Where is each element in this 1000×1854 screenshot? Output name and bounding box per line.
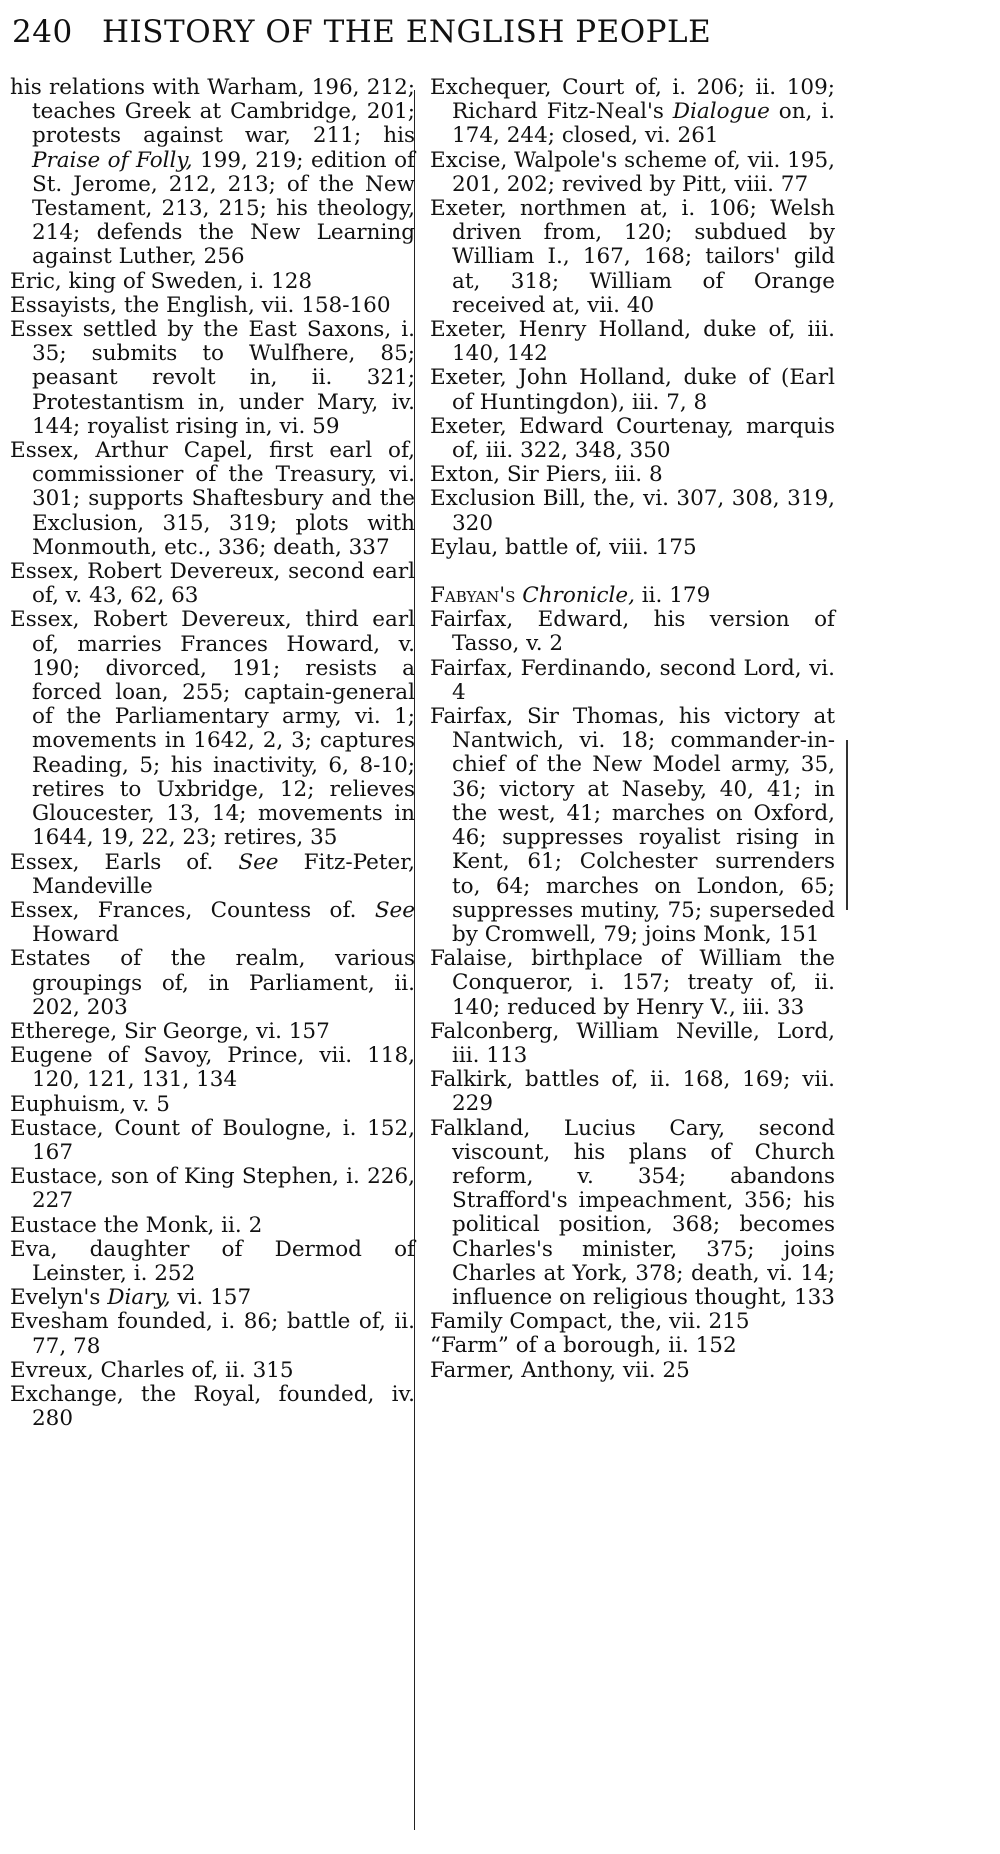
index-entry: Farmer, Anthony, vii. 25 xyxy=(430,1357,690,1383)
index-column-left xyxy=(10,76,415,1431)
margin-mark xyxy=(846,740,848,910)
running-header xyxy=(12,14,852,54)
index-entry: Excise, Walpole's scheme of, vii. 195, 201, 202; revived by Pitt, viii. 77 xyxy=(430,147,836,197)
page-number: 240 xyxy=(12,14,73,50)
index-entry: Falconberg, William Neville, Lord, iii. 113 xyxy=(430,1018,835,1068)
index-entry: Fabyan's Chronicle, ii. 179 xyxy=(430,583,711,609)
index-entry: Essex settled by the East Saxons, i. 35; submits to Wulfhere, 85; peasant revolt in, ii. 321; Protestantism in, under Mary, iv. 144; royalist rising in, vi. 59 xyxy=(10,317,415,439)
index-entry: Essex, Frances, Countess of. See Howard xyxy=(10,897,415,948)
index-entry: Etherege, Sir George, vi. 157 xyxy=(10,1018,330,1044)
index-entry: Eric, king of Sweden, i. 128 xyxy=(10,268,313,294)
index-entry: Evelyn's Diary, vi. 157 xyxy=(10,1285,252,1311)
index-column-right xyxy=(430,76,835,1383)
index-entry: Exchequer, Court of, i. 206; ii. 109; Richard Fitz-Neal's Dialogue on, i. 174, 244; closed, vi. 261 xyxy=(430,75,835,149)
index-entry: Euphuism, v. 5 xyxy=(10,1091,170,1117)
index-entry: Essex, Arthur Capel, first earl of, commissioner of the Treasury, vi. 301; supports Shaftesbury and the Exclusion, 315, 319; plots with Monmouth, etc., 336; death, 337 xyxy=(10,438,415,560)
index-entry: Family Compact, the, vii. 215 xyxy=(430,1309,750,1335)
index-entry: Exeter, John Holland, duke of (Earl of Huntingdon), iii. 7, 8 xyxy=(430,365,835,415)
index-entry: Eustace the Monk, ii. 2 xyxy=(10,1212,263,1238)
page-title: HISTORY OF THE ENGLISH PEOPLE xyxy=(102,14,712,50)
index-entry: Falkland, Lucius Cary, second viscount, his plans of Church reform, v. 354; abandons Strafford's impeachment, 356; his political position, 368; becomes Charles's minister, 375; joins Charles at York, 378; death, vi. 14; influence on religious thought, 133 xyxy=(430,1115,835,1310)
index-entry: Essex, Earls of. See Fitz-Peter, Mandeville xyxy=(10,849,415,899)
index-entry: Estates of the realm, various groupings of, in Parliament, ii. 202, 203 xyxy=(10,946,415,1020)
index-entry: Falkirk, battles of, ii. 168, 169; vii. 229 xyxy=(430,1067,835,1117)
index-entry: Eva, daughter of Dermod of Leinster, i. 252 xyxy=(10,1236,415,1286)
index-entry: Falaise, birthplace of William the Conqueror, i. 157; treaty of, ii. 140; reduced by Henry V., iii. 33 xyxy=(430,946,835,1020)
index-entry: Fairfax, Edward, his version of Tasso, v. 2 xyxy=(430,607,835,657)
index-entry: Exeter, northmen at, i. 106; Welsh driven from, 120; subdued by William I., 167, 168; tailors' gild at, 318; William of Orange received at, vii. 40 xyxy=(430,196,835,318)
index-entry: “Farm” of a borough, ii. 152 xyxy=(430,1333,737,1359)
index-entry: Eylau, battle of, viii. 175 xyxy=(430,534,697,560)
index-entry: Evreux, Charles of, ii. 315 xyxy=(10,1357,294,1383)
index-entry: Exeter, Edward Courtenay, marquis of, iii. 322, 348, 350 xyxy=(430,413,835,464)
index-entry: Fairfax, Sir Thomas, his victory at Nantwich, vi. 18; commander-in-chief of the New Model army, 35, 36; victory at Naseby, 40, 41; in the west, 41; marches on Oxford, 46; suppresses royalist rising in Kent, 61; Colchester surrenders to, 64; marches on London, 65; suppresses mutiny, 75; superseded by Cromwell, 79; joins Monk, 151 xyxy=(430,704,835,947)
index-entry: Exclusion Bill, the, vi. 307, 308, 319, 320 xyxy=(430,486,835,536)
index-entry: Evesham founded, i. 86; battle of, ii. 77, 78 xyxy=(10,1309,415,1359)
index-entry: Essayists, the English, vii. 158-160 xyxy=(10,292,391,318)
index-entry: Essex, Robert Devereux, third earl of, marries Frances Howard, v. 190; divorced, 191; resists a forced loan, 255; captain-general of the Parliamentary army, vi. 1; movements in 1642, 2, 3; captures Reading, 5; his inactivity, 6, 8-10; retires to Uxbridge, 12; relieves Gloucester, 13, 14; movements in 1644, 19, 22, 23; retires, 35 xyxy=(10,607,415,851)
index-entry: Exchange, the Royal, founded, iv. 280 xyxy=(10,1381,415,1432)
index-entry: Exton, Sir Piers, iii. 8 xyxy=(430,462,663,488)
index-entry: Eustace, son of King Stephen, i. 226, 227 xyxy=(10,1164,415,1214)
index-entry: Exeter, Henry Holland, duke of, iii. 140, 142 xyxy=(430,317,835,367)
index-entry: Eustace, Count of Boulogne, i. 152, 167 xyxy=(10,1115,415,1165)
index-entry: Eugene of Savoy, Prince, vii. 118, 120, 121, 131, 134 xyxy=(10,1043,415,1093)
index-entry: his relations with Warham, 196, 212; teaches Greek at Cambridge, 201; protests against war, 211; his Praise of Folly, 199, 219; edition of St. Jerome, 212, 213; of the New Testament, 213, 215; his theology, 214; defends the New Learning against Luther, 256 xyxy=(10,75,415,270)
index-entry: Fairfax, Ferdinando, second Lord, vi. 4 xyxy=(430,655,835,705)
index-entry: Essex, Robert Devereux, second earl of, v. 43, 62, 63 xyxy=(10,559,415,609)
